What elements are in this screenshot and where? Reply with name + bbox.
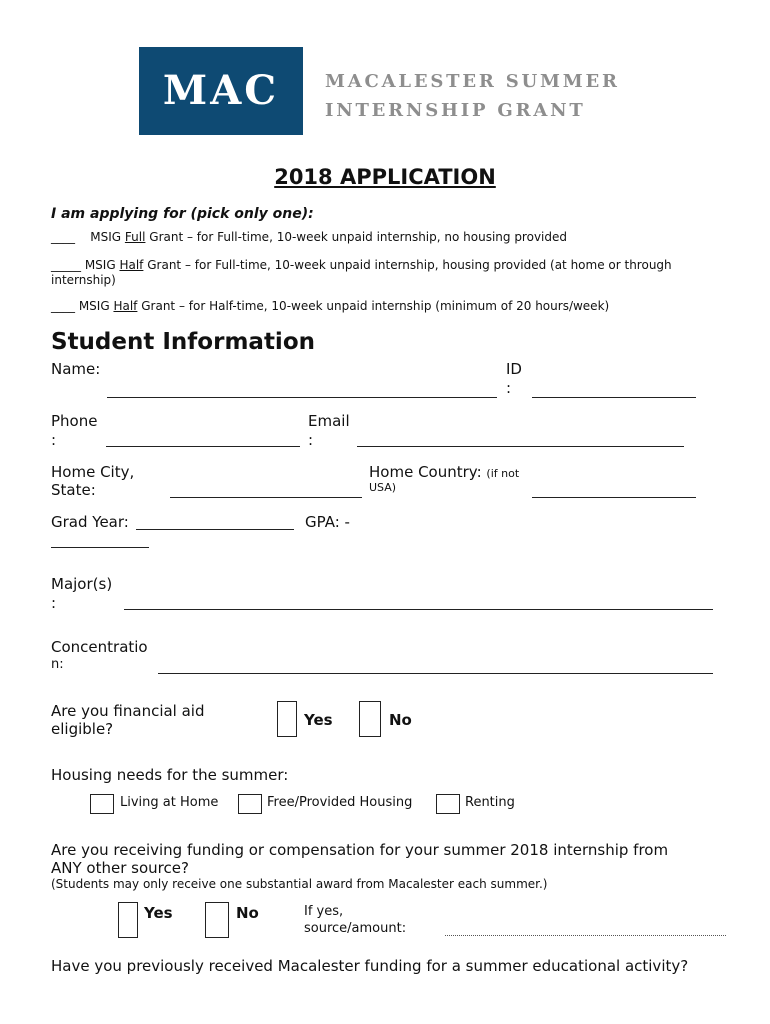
home-country-label xyxy=(369,463,519,483)
housing-home-label: Living at Home xyxy=(120,795,219,810)
phone-label-colon: : xyxy=(51,431,57,449)
section-heading-student-info: Student Information xyxy=(51,329,315,355)
financial-aid-question-cont: eligible? xyxy=(51,720,114,738)
page-title xyxy=(0,164,770,190)
phone-label: Phone xyxy=(51,412,98,430)
option-half-grant-fulltime[interactable] xyxy=(51,258,672,273)
home-state-label: State: xyxy=(51,481,96,499)
email-label: Email xyxy=(308,412,350,430)
name-field[interactable] xyxy=(107,397,497,398)
email-label-colon: : xyxy=(308,431,314,449)
page-title-text: 2018 APPLICATION xyxy=(274,165,496,189)
funding-question-cont: ANY other source? xyxy=(51,859,189,877)
option-description: Grant – for Half-time, 10-week unpaid internship (minimum of 20 hours/week) xyxy=(141,299,610,313)
name-label: Name: xyxy=(51,360,101,378)
funding-no-label: No xyxy=(236,904,259,922)
home-country-note: (if not xyxy=(486,467,520,480)
option-type: Half xyxy=(113,299,138,313)
logo-line-1: MACALESTER SUMMER xyxy=(325,71,620,92)
gpa-label: GPA: - xyxy=(305,513,350,531)
housing-free-label: Free/Provided Housing xyxy=(267,795,413,810)
concentration-label-cont: n: xyxy=(51,657,64,672)
id-field[interactable] xyxy=(532,397,696,398)
housing-home-checkbox[interactable] xyxy=(90,794,114,814)
email-field[interactable] xyxy=(357,446,684,447)
housing-question: Housing needs for the summer: xyxy=(51,766,289,784)
logo-line-2: INTERNSHIP GRANT xyxy=(325,100,586,121)
financial-aid-yes-label: Yes xyxy=(304,711,333,729)
funding-note: (Students may only receive one substantial award from Macalester each summer.) xyxy=(51,877,548,891)
option-half-grant-halftime[interactable] xyxy=(51,299,609,314)
home-country-note-cont: USA) xyxy=(369,481,397,494)
id-label: ID xyxy=(506,360,522,378)
grad-year-field[interactable] xyxy=(136,529,294,530)
option-description: Grant – for Full-time, 10-week unpaid internship, housing provided (at home or through xyxy=(147,258,672,272)
option-blank[interactable]: ____ xyxy=(51,299,75,313)
option-type: Full xyxy=(124,230,146,244)
majors-field[interactable] xyxy=(124,609,713,610)
financial-aid-no-checkbox[interactable] xyxy=(359,701,381,737)
funding-source-field[interactable] xyxy=(445,935,726,936)
option-type: Half xyxy=(119,258,144,272)
majors-label-colon: : xyxy=(51,594,57,612)
gpa-field[interactable] xyxy=(51,547,149,548)
funding-if-yes-label: If yes, xyxy=(304,904,344,919)
option-description: Grant – for Full-time, 10-week unpaid internship, no housing provided xyxy=(149,230,567,244)
phone-field[interactable] xyxy=(106,446,300,447)
home-country-field[interactable] xyxy=(532,497,696,498)
funding-question: Are you receiving funding or compensation for your summer 2018 internship from xyxy=(51,841,669,859)
funding-yes-checkbox[interactable] xyxy=(118,902,138,938)
funding-yes-label: Yes xyxy=(144,904,173,922)
home-country-label-text: Home Country: xyxy=(369,463,482,481)
housing-renting-checkbox[interactable] xyxy=(436,794,460,814)
home-city-field[interactable] xyxy=(170,497,362,498)
funding-no-checkbox[interactable] xyxy=(205,902,229,938)
financial-aid-question: Are you financial aid xyxy=(51,702,205,720)
option-blank[interactable]: _____ xyxy=(51,258,81,272)
option-prefix: MSIG xyxy=(90,230,122,244)
home-city-label: Home City, xyxy=(51,463,135,481)
logo xyxy=(139,47,634,135)
concentration-label: Concentratio xyxy=(51,638,148,656)
option-prefix: MSIG xyxy=(84,258,116,272)
applying-heading: I am applying for (pick only one): xyxy=(51,206,314,222)
housing-renting-label: Renting xyxy=(465,795,515,810)
id-label-colon: : xyxy=(506,379,512,397)
logo-mark-text: MAC xyxy=(162,67,280,114)
grad-year-label: Grad Year: xyxy=(51,513,129,531)
logo-mark-box xyxy=(139,47,303,135)
option-prefix: MSIG xyxy=(78,299,110,313)
financial-aid-no-label: No xyxy=(389,711,412,729)
housing-free-checkbox[interactable] xyxy=(238,794,262,814)
funding-source-label: source/amount: xyxy=(304,921,407,936)
option-full-grant[interactable] xyxy=(51,230,567,245)
majors-label: Major(s) xyxy=(51,575,113,593)
previous-funding-question: Have you previously received Macalester funding for a summer educational activity? xyxy=(51,957,689,975)
option-description-cont: internship) xyxy=(51,273,116,287)
concentration-field[interactable] xyxy=(158,673,713,674)
financial-aid-yes-checkbox[interactable] xyxy=(277,701,297,737)
option-blank[interactable]: ____ xyxy=(51,230,75,244)
